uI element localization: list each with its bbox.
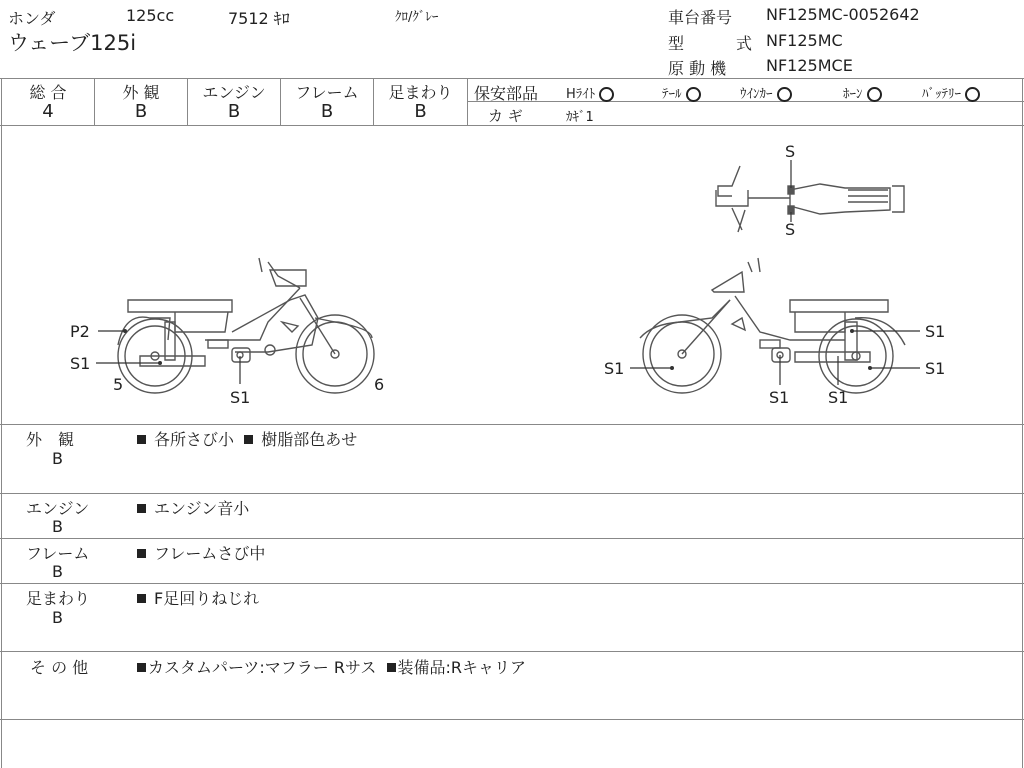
- frame-grade-label: フレーム: [295, 83, 359, 102]
- bike-right-side-icon: [640, 258, 905, 393]
- type-label-1: 型: [668, 34, 685, 53]
- damage-label: S: [785, 220, 796, 239]
- damage-label: S1: [925, 359, 946, 378]
- note-text-engine: エンジン音小: [137, 496, 249, 519]
- type-label-2: 式: [736, 34, 753, 53]
- bike-top-view-icon: [716, 166, 904, 232]
- bullet-icon: [137, 594, 146, 603]
- note-label-frame: フレーム: [26, 544, 90, 563]
- damage-label: S1: [604, 359, 625, 378]
- model-name: ウェーブ125i: [8, 31, 137, 55]
- note-text-exterior: 各所さび小 樹脂部色あせ: [137, 427, 357, 450]
- damage-label: 5: [113, 375, 124, 394]
- chassis-label: 車台番号: [668, 8, 733, 27]
- bullet-icon: [137, 435, 146, 444]
- safety-battery: ﾊﾞｯﾃﾘｰ: [922, 83, 980, 102]
- bullet-icon: [137, 663, 146, 672]
- damage-label: S1: [70, 354, 91, 373]
- safety-headlight: Hﾗｲﾄ: [566, 83, 614, 102]
- note-label-engine: エンジン: [26, 499, 90, 518]
- bullet-icon: [137, 549, 146, 558]
- engine-value: NF125MCE: [766, 56, 853, 75]
- engine-label: 原 動 機: [668, 59, 727, 78]
- note-label-suspension: 足まわり: [26, 589, 91, 608]
- key-value: ｶｷﾞ1: [566, 110, 594, 125]
- note-label-other: そ の 他: [30, 658, 89, 677]
- damage-label: S1: [230, 388, 251, 407]
- mileage: 7512 ｷﾛ: [228, 9, 290, 28]
- safety-title: 保安部品: [474, 84, 539, 103]
- leader-lines: [96, 160, 920, 385]
- engine-grade-label: エンジン: [202, 83, 266, 102]
- bullet-icon: [137, 504, 146, 513]
- note-label-exterior: 外 観: [26, 430, 75, 449]
- engine-grade-value: B: [227, 101, 241, 122]
- exterior-label: 外 観: [122, 83, 160, 102]
- chassis-value: NF125MC-0052642: [766, 5, 920, 24]
- damage-label: S1: [925, 322, 946, 341]
- note-grade-engine: B: [52, 517, 63, 536]
- overall-value: 4: [42, 101, 54, 122]
- overall-label: 総 合: [29, 83, 67, 102]
- damage-label: S1: [828, 388, 849, 407]
- bike-left-side-icon: [118, 258, 374, 393]
- note-grade-suspension: B: [52, 608, 63, 627]
- maker: ホンダ: [8, 9, 56, 28]
- damage-label: 6: [374, 375, 385, 394]
- note-grade-exterior: B: [52, 449, 63, 468]
- note-text-frame: フレームさび中: [137, 541, 265, 564]
- type-value: NF125MC: [766, 31, 843, 50]
- damage-label: S1: [769, 388, 790, 407]
- safety-winker: ｳｲﾝｶｰ: [740, 83, 792, 102]
- safety-tail: ﾃｰﾙ: [662, 83, 701, 102]
- suspension-grade-value: B: [414, 101, 427, 122]
- frame-grade-value: B: [320, 101, 334, 122]
- bullet-icon: [244, 435, 253, 444]
- suspension-grade-label: 足まわり: [388, 83, 453, 102]
- exterior-value: B: [134, 101, 148, 122]
- key-label: カ ギ: [488, 107, 523, 125]
- safety-horn: ﾎｰﾝ: [843, 83, 882, 102]
- note-grade-frame: B: [52, 562, 63, 581]
- note-text-other: カスタムパーツ:マフラー Rサス 装備品:Rキャリア: [137, 655, 526, 678]
- displacement: 125cc: [126, 6, 175, 25]
- color: ｸﾛ/ｸﾞﾚｰ: [395, 10, 439, 25]
- damage-label: S: [785, 142, 796, 161]
- bullet-icon: [387, 663, 396, 672]
- note-text-suspension: F足回りねじれ: [137, 586, 259, 609]
- damage-label: P2: [70, 322, 90, 341]
